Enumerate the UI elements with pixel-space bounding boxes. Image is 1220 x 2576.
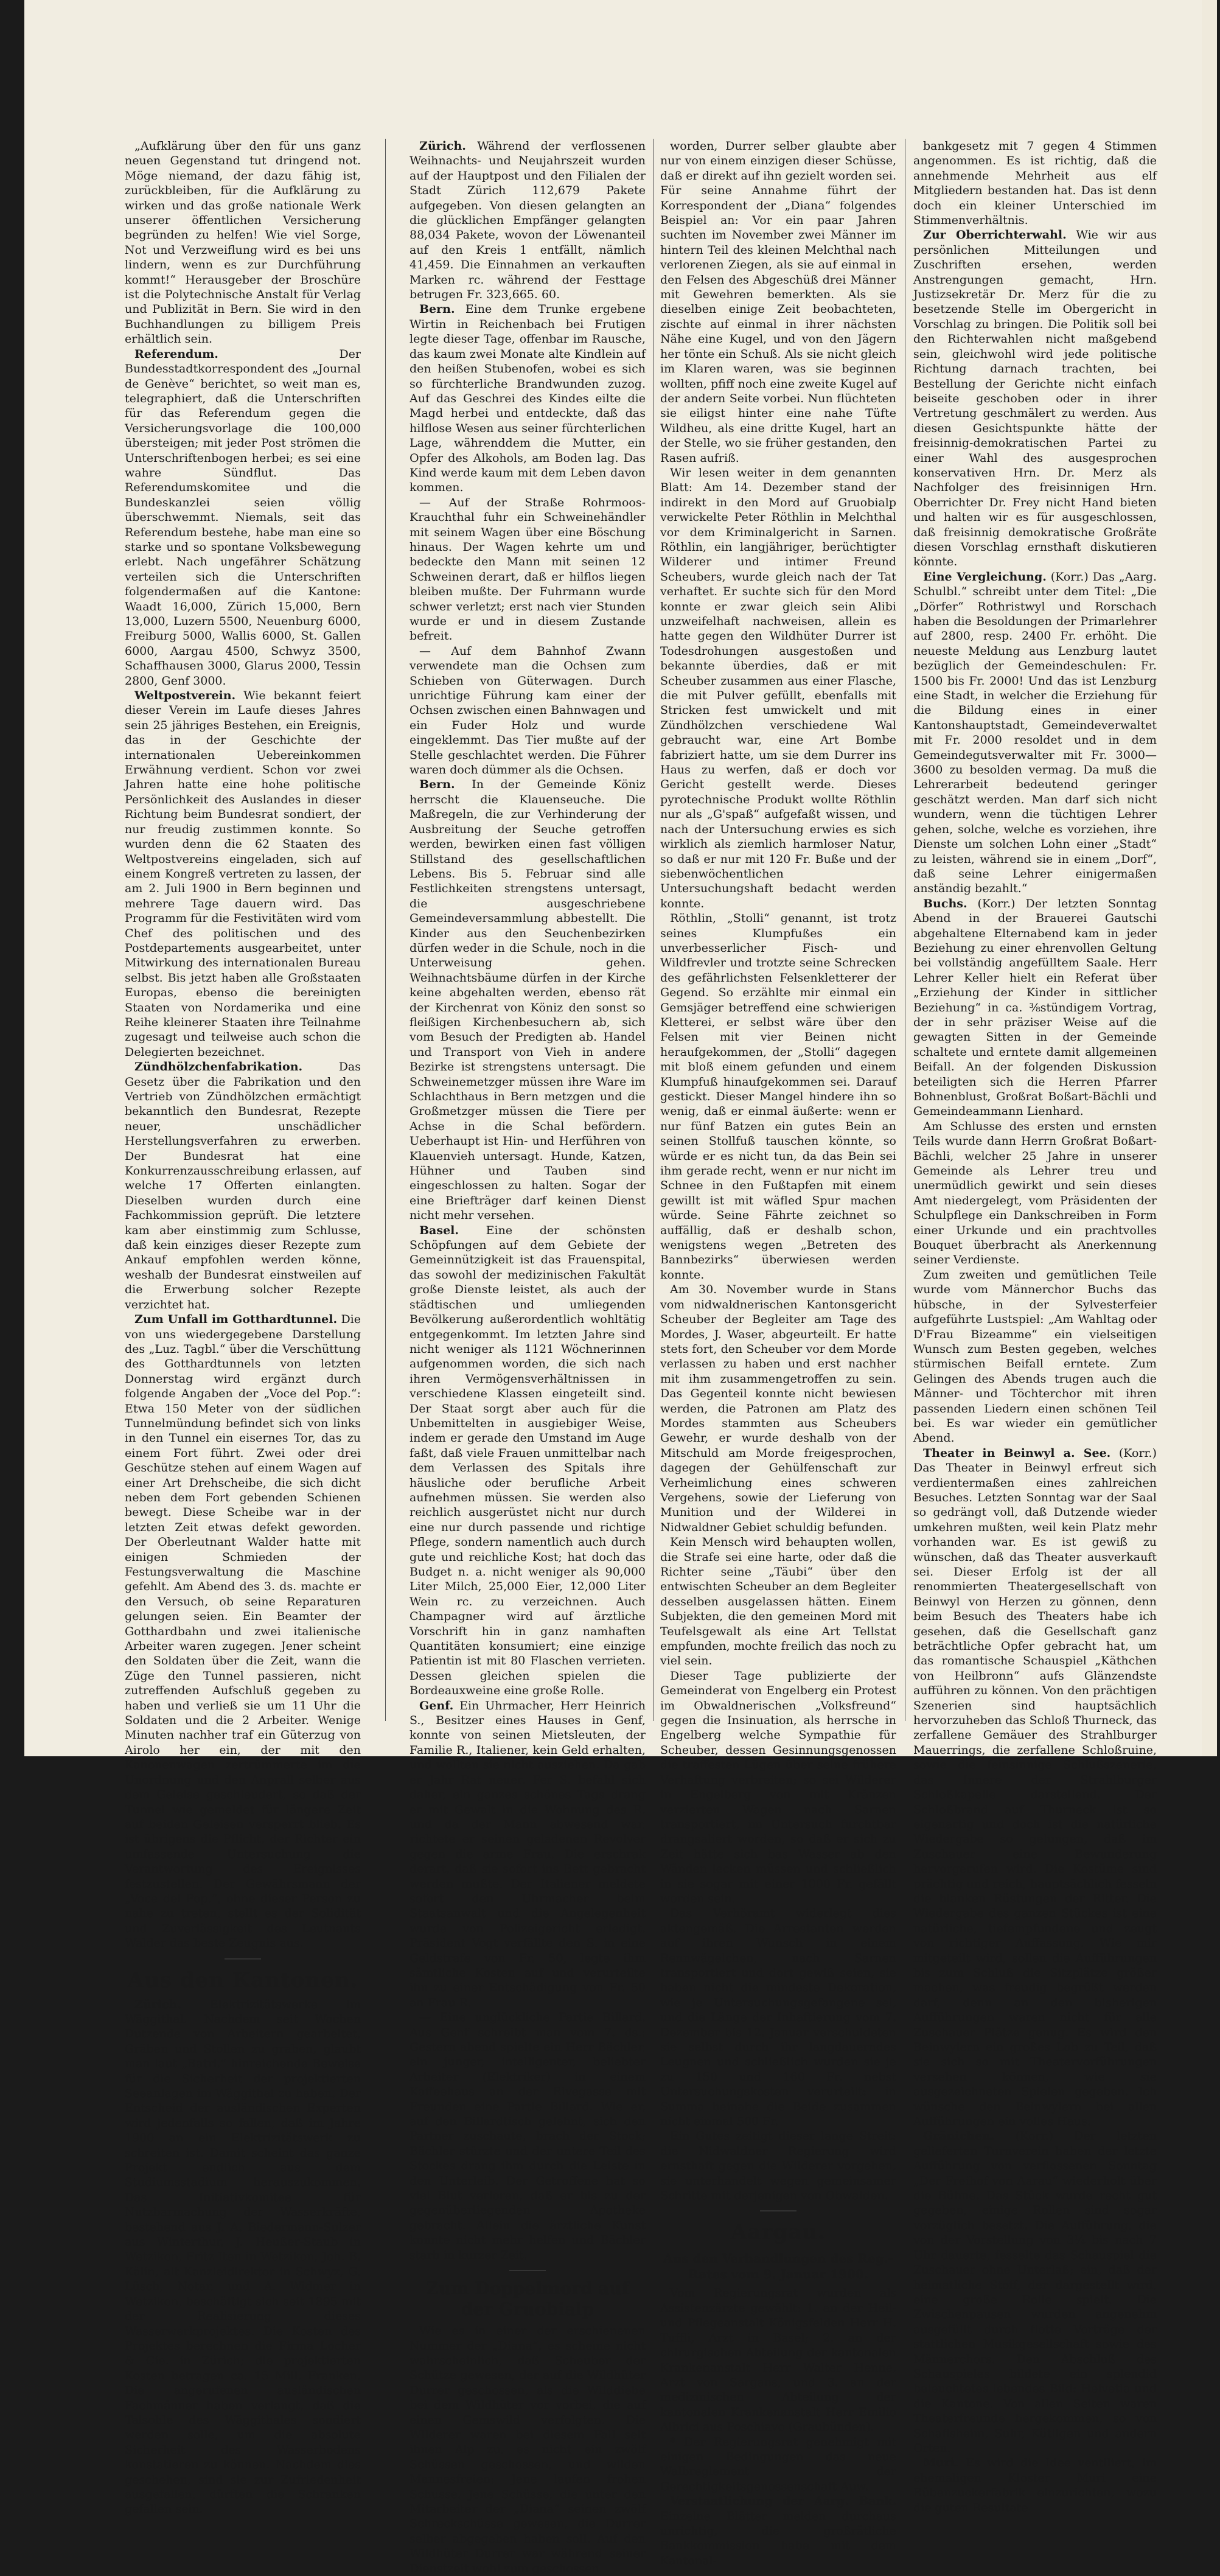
subheading-regierungsrat: Aus den Verhandlungen des Reg.-Rates vom 9. Januar 1900. bbox=[663, 2251, 893, 2282]
text-columns bbox=[125, 139, 1220, 2575]
article-heading: Zum Unfall im Gotthardtunnel. bbox=[134, 1313, 338, 1327]
paragraph: Wie es in einer der erschienenen Nummer der „Diana“, es scheine nicht wahrscheinlich, daß Scheuber der Schütze gewesen, der auf die Wildhüter Durrer geschossen, als die Wilddiebe bei dem Wildhüter vor vorbei, die auf einen Gemswild verfolgten. Die Wilderer waren bei diesem Fall seit ihnen Alp zu, es nicht ein zwölf Schüssen geschossen, und wilden Mannesfreien: Jene laufen frohen Schusse. Jene Schüsse, die unter den Mitarbeiter der „Diana“ seinen zwölf Schreckschüsse gewesen, die Durrer selber abgegeben haben soll. Auf den Wildhüter Durrer war während seiner Dienstzeit wohl zum geschossen bbox=[410, 2324, 646, 2575]
column-1 bbox=[125, 139, 361, 2516]
article-buchs bbox=[913, 896, 1157, 1119]
article-text: Einzelne Blätter melden durchaus unrichtig, die großrätliche Bankkommission habe mit dem Kantonal- bbox=[660, 2509, 896, 2567]
article-vergleichung bbox=[913, 570, 1157, 896]
column-rule bbox=[653, 139, 654, 1721]
column-rule bbox=[385, 139, 386, 1721]
column-3 bbox=[660, 139, 896, 2567]
article-heading: Bern. bbox=[419, 778, 455, 792]
article-text: Wie wir aus persönlichen Mitteilungen und Zuschriften ersehen, werden Anstrengungen gemacht, Hrn. Justizsekretär Dr. Merz für die zu besetzende Stelle im Obergericht in Vorschlag zu bringen. Die Politik soll bei den Richterwahlen nicht maßgebend sein, gleichwohl wird jede politische Richtung darnach trachten, bei Bestellung der Gerichte nicht einfach beiseite geschoben oder in ihrer Vertretung geschmälert zu werden. Aus diesen Gesichtspunkte hätte der freisinnig-demokratischen Partei zu einer Wahl des ausgesprochen konservativen Hrn. Dr. Merz als Nachfolger des freisinnigen Hrn. Oberrichter Dr. Frey nicht Hand bieten und halten wir es für ausgeschlossen, daß freisinnig demokratische Großräte diesen Vorschlag ernsthaft diskutieren könnte. bbox=[913, 228, 1157, 569]
article-text: Das Gesetz über die Fabrikation und den Vertrieb von Zündhölzchen ermächtigt bekanntlich den Bundesrat, Rezepte neuer, unschädlicher Herstellungsverfahren zu erwerben. Der Bundesrat hat eine Konkurrenzausschreibung erlassen, auf welche 17 Offerten einlangten. Dieselben wurden durch eine Fachkommission geprüft. Die letztere kam aber einstimmig zum Schlusse, daß kein einziges dieser Rezepte zum Ankauf empfohlen werden könne, weshalb der Bundesrat einstweilen auf die Erwerbung solcher Rezepte verzichtet hat. bbox=[125, 1060, 361, 1311]
paragraph: Das Verhöramt widerlegt dies aktengemäß. Die Arrestanten werden auf ihren Wunsch in einem Rennwägelchen, nach Sarnen transportiert und dort gewiß seien, sie haben nicht die mindeste Dekoration, wie je Untersuchungsgefangene sei, und die Länge der Inhaftierung vom 7. Dezember bis 12. Januar verschuldeten sie selbst durch ihr langdauerndes Leugnen und schließlich wurden sie je zu 150 und 160 Fr. nebst Untersuchungskosten verurteilt: in Summa beinahe die Beide zusammen nicht einmal 500 Fr. bbox=[660, 1907, 896, 2129]
paragraph: „Aufklärung über den für uns ganz neuen Gegenstand tut dringend not. Möge niemand, der dazu fähig ist, zurückbleiben, für die Aufklärung zu wirken und das große nationale Werk unserer öffentlichen Versicherung begründen zu helfen! Wie viel Sorge, Not und Verzweiflung wird es bei uns lindern, wenn es zur Durchführung kommt!“ Herausgeber der Broschüre ist die Polytechnische Anstalt für Verlag und Publizität in Bern. Sie wird in den Buchhandlungen zu billigem Preis erhältlich sein. bbox=[125, 139, 361, 346]
paragraph: bankgesetz mit 7 gegen 4 Stimmen angenommen. Es ist richtig, daß die annehmende Mehrheit aus elf Mitgliedern bestanden hat. Das ist denn doch ein kleiner Unterschied im Stimmenverhältnis. bbox=[913, 139, 1157, 228]
paragraph: — Auf der Straße Rohrmoos-Krauchthal fuhr ein Schweinehändler mit seinem Wagen über eine Böschung hinaus. Der Wagen kehrte um und bedeckte den Mann mit seinen 12 Schweinen derart, daß er hilflos liegen bleiben mußte. Der Fuhrmann wurde schwer verletzt; erst nach vier Stunden wurde er und in diesem Zustande befreit. bbox=[410, 495, 646, 643]
article-graenichen bbox=[913, 2129, 1157, 2456]
section-heading-doppelmord: Zum Doppelmord auf der Gruobialp bbox=[426, 2278, 629, 2320]
article-heading: Zur Oberrichterwahl. bbox=[923, 228, 1067, 242]
paragraph: Wir lesen weiter in dem genannten Blatt: Am 14. Dezember stand der indirekt in den Mord auf Gruobialp verwickelte Peter Röthlin in Melchthal vor dem Kriminalgericht in Sarnen. Röthlin, ein langjähriger, berüchtigter Wilderer und intimer Freund Scheubers, wurde gleich nach der Tat verhaftet. Er suchte sich für den Mord konnte er zwar gleich sein Alibi unzweifelhaft nachweisen, allein es hatte gegen den Wildhüter Durrer ist Todesdrohungen ausgestoßen und bekannte überdies, daß er mit Scheuber zusammen aus einer Flasche, die mit Pulver gefüllt, ebenfalls mit Stricken fest umwickelt und mit Zündhölzchen verschiedene Wal gebraucht war, eine Art Bombe fabriziert hatte, um sie dem Durrer ins Haus zu werfen, daß er doch vor Gericht gestellt werde. Dieses pyrotechnische Produkt wollte Röthlin nur als „G'spaß“ aufgefaßt wissen, und nach der Untersuchung erwies es sich wirklich als ziemlich harmloser Natur, so daß er nur mit 120 Fr. Buße und der siebenwöchentlichen Untersuchungshaft bedacht werden konnte. bbox=[660, 466, 896, 910]
article-heading: Buchs. bbox=[923, 896, 967, 910]
page-edge bbox=[1202, 0, 1217, 1756]
article-basel bbox=[410, 1223, 646, 1698]
article-text: Eine dem Trunke ergebene Wirtin in Reichenbach bei Frutigen legte dieser Tage, offenbar im Rausche, das kaum zwei Monate alte Kindlein auf den heißen Stubenofen, wobei es sich so fürchterliche Brandwunden zuzog. Auf das Geschrei des Kindes eilte die Magd herbei und entdeckte, daß das hilflose Wesen aus seiner fürchterlichen Lage, währenddem die Mutter, ein Opfer des Alkohols, am Boden lag. Das Kind werde kaum mit dem Leben davon kommen. bbox=[410, 302, 646, 495]
article-bern-wirtin bbox=[410, 302, 646, 495]
article-gotthardtunnel bbox=[125, 1312, 361, 1950]
article-text: (Korr.) Das Theater in Beinwyl erfreut sich verdientermaßen eines zahlreichen Besuches. Letzten Sonntag war der Saal so gedrängt voll, daß Dutzende wieder umkehren mußten, weil kein Platz mehr vorhanden war. Es ist gewiß zu wünschen, daß das Theater ausverkauft sei. Dieser Erfolg ist der all renommierten Theatergesellschaft von Beinwyl von Herzen zu gönnen, denn beim Besuch des Theaters habe ich gesehen, daß die Gesellschaft ganz beträchtliche Opfer gebracht hat, um das romantische Schauspiel „Käthchen von Heilbronn“ aufs Glänzendste aufführen zu können. Von den prächtigen Szenerien sind hauptsächlich hervorzuheben das Schloß Thurneck, das zerfallene Gemäuer des Strahlburger Mauerrings, die zerfallene Schloßruine, sowie die feinsinnige Schlußszenerie, das Innere der Strahlburger Schloßkapelle darstellend. Der Schloßbrand auf Thurneck ist so eigenartig und doch ist die natürliche Wiedergabe so gelungen, daß im Zuschauer eine Bewunderung hervorgerufen wird. Die Kostüme sind prächtig und reich, hauptsächlich fesseln die blanken Rüstungen der Ritter. Die Wiedergabe des ganzen Stückes ist eine natürliche, tiefempfundene und zeugt von richtiger Auffassung. Wie mir mitgeteilt wird, sollen die Aufführungen bis zum Schluß die Sitzplätze größer machen, was freudig begrüßt werden darf, denn an den bisherigen Aufführungen waren nicht für alle Zuschauer Plätze genug. Es wird den Beinwylern ein großes Lob zu Teil, daß sie sich so mit Theatervorführungen versehen können, wie sie ausgezeichneten Spielen gegeben. Ich wünsche den Beinwylern bei allen Aufführungen ein volles Haus. bbox=[913, 1446, 1157, 2129]
paragraph: — Eine unglückliche Partie Billard. Aus Genf schreibt man vom 7. ds.: Gestern abend spielte ein Herr Bächler, ein junger, intelligenter, beliebter Arbeiter (Elektriker) in einem Kaffeehaus an der Rivegasse mit Freunden eine Partie Billard. Wie er, auf den Billardtisch gelehnt, sich den Partner zuschaute, brach der Stock; Bächler stürzte und der untere Teil des Stockes drang ihm durch die Leiste in den Unterleib. Der Getroffene hat so viel Blut verloren, daß er bis zu der gegenüberliegenden Apotheke gebracht. Allein die ärztliche Kunst konnte nicht mehr helfen und Bächler starb in kurzer Zeit. bbox=[410, 2011, 646, 2262]
paragraph: Am 30. November wurde in Stans vom nidwaldnerischen Kantonsgericht Scheuber der Begleiter am Tage des Mordes, J. Waser, abgeurteilt. Er hatte stets fort, den Scheuber vor dem Morde verlassen zu haben und erst nachher mit ihm zusammengetroffen zu sein. Das Gegenteil konnte nicht bewiesen werden, die Patronen am Platz des Mordes stammten aus Scheubers Gewehr, er wurde deshalb von der Mitschuld am Morde freigesprochen, dagegen der Gehülfenschaft zur Verheimlichung eines schweren Vergehens, sowie der Lieferung von Munition und der Wilderei in Nidwaldner Gebiet schuldig befunden. bbox=[660, 1283, 896, 1534]
paragraph: * Der Regierungsrat genehmigt mit einigen Bedingungen das neue Walbreglement der Gerechtigkeitsgenossenschaft Auw. bbox=[660, 2435, 896, 2493]
article-zuerich-post bbox=[410, 139, 646, 302]
article-bern-klauenseuche bbox=[410, 777, 646, 1223]
paragraph: Ein Gutes zeitigt dieser lange Streit: die Nidwaldner Regierung wird ernsthaft gegen die Wilderer vorgehen, sie unterhandelt wegen gemeinsamer Schritte mit derjenigen von Obwalden. bbox=[660, 2129, 896, 2203]
paragraph: Vom Regierungsrat wurden als Assistenzärzte gewählt: 1. an der Heil- und Pflegeanstalt Königsfelden Herr H. Tuffli, Arzt in Basel; 2. an der chirurgischen Abteilung der kantonalen Krankenanstalt Herr Walter Henne, Arzt von Sargans, und 3. an der medizinischen Abteilung der kantonalen Krankenanstalt Herr Emilio Albrici aus Poschiavo (Graubünden). bbox=[660, 2286, 896, 2434]
article-muri bbox=[913, 2456, 1157, 2515]
article-text: Eine der schönsten Schöpfungen auf dem Gebiete der Gemeinnützigkeit ist das Frauenspital, das sowohl der medizinischen Fakultät große Dienste leistet, als auch der städtischen und umliegenden Bevölkerung außerordentlich wohltätig entgegenkommt. Im letzten Jahre sind nicht weniger als 1121 Wöchnerinnen aufgenommen worden, die sich nach ihren Vermögensverhältnissen in verschiedene Klassen eingeteilt sind. Der Staat sorgt aber auch für die Unbemittelten in ausgiebiger Weise, indem er gerade den Umstand im Auge faßt, daß viele Frauen unmittelbar nach dem Verlassen des Spitals ihre häusliche oder berufliche Arbeit aufnehmen müssen. Sie werden also reichlich ausgerüstet nicht nur durch eine nur durch passende und richtige Pflege, sondern namentlich auch durch gute und reichliche Kost; hat doch das Budget n. a. nicht weniger als 90,000 Liter Milch, 25,000 Eier, 12,000 Liter Wein rc. zu verzeichnen. Auch Champagner wird auf ärztliche Vorschrift hin in ganz namhaften Quantitäten konsumiert; eine einzige Patientin ist mit 80 Flaschen verrieten. Dessen gleichen spielen die Bordeauxweine eine große Rolle. bbox=[410, 1223, 646, 1698]
article-heading: Bern. bbox=[419, 302, 455, 316]
column-2 bbox=[410, 139, 646, 2575]
article-text: (Korr.) Der letzten gelieferten Turnverein haben der letzte Aufführung von verflossenen Sonntag „Der Freihof von Aarau“ wiederholt über die Bühne. Das Stück wurde recht gut gegeben, einige Rollen sind sogar vorzüglich besetzt. Die Aufführung, die von der Vorstellung von 3¼ bis nach 7 Uhr dauerte, fesselte das Schauspiel die Zuschauer ohne Unterlaß; ein, daß der heimatliche Stoff, der dargestellt wird, eine große Rolle spielt. Die Zwischenpausen wurden angenehm ausgefüllt durch flotte Vorträge der stattlichen Musikgesellschaft sowie des Männerchors. Den Abschluß des Schauspieles bildete ein splendid beleuchtetes lebendes Bild: Helvetia und die Kantone. Von allen Seiten waren Theaterfreunde hergekommen, so von Schafisheim, Suhr, Kütligen und andern Orten. bbox=[913, 2129, 1157, 2455]
article-heading: Weltpostverein. bbox=[134, 689, 236, 703]
article-heading: Basel. bbox=[419, 1223, 459, 1237]
article-heading: Verstaatlichung der Aarg. Bank. bbox=[670, 2494, 896, 2508]
separator bbox=[509, 2270, 546, 2271]
article-referendum bbox=[125, 347, 361, 688]
article-heading: Eine Vergleichung. bbox=[923, 570, 1047, 584]
article-oberrichterwahl bbox=[913, 228, 1157, 569]
article-heading: Theater in Beinwyl a. See. bbox=[923, 1446, 1111, 1460]
article-zuerich-waeggithal bbox=[125, 1997, 361, 2517]
paragraph: Röthlin, „Stolli“ genannt, ist trotz seines Klumpfußes ein unverbesserlicher Fisch- und Wildfrevler und trotzte seine Schrecken des gefährlichsten Felsenkletterer der Gegend. So erzählte mir einmal ein Gemsjäger betreffend eine schwierigen Kletterei, er selbst wäre über den Felsen mit vier Beinen nicht heraufgekommen, der „Stolli“ dagegen mit bloß einem gefunden und einem Klumpfuß hinaufgekommen sei. Darauf gestickt. Dieser Mangel hindere ihn so wenig, daß er einmal äußerte: wenn er nur fünf Batzen ein gutes Bein an seinen Stollfuß tauschen könnte, so würde er es nicht tun, da das Bein sei ihm gerade recht, wenn er nur nicht im Schnee in den Fußtapfen mit einem gewillt ist mit wäfled Spur machen würde. Seine Fährte zeichnet so auffällig, daß er deshalb schon, wenigstens wegen „Betreten des Bannbezirks“ überwiesen werden konnte. bbox=[660, 912, 896, 1282]
newspaper-page bbox=[24, 0, 1202, 2575]
separator bbox=[760, 2210, 796, 2211]
article-heading: Zürich. bbox=[419, 139, 466, 153]
article-genf bbox=[410, 1698, 646, 2011]
article-text: Elektrizitätswerke im Wäggithal. Nachdem seit Wochen Dutzende von Arbeitern gearbeitet, Gräben und Stollen zu graben, glaubt man laut „Batrl.“ hinreichende Beweise für die Sicherheit der projektierten Seeanlagen im Wäggithal zu haben. Der Entscheid der ausländischen Experten wird jedenfalls so fallen, daß im Jahre 1900 an ein Elektrizitätswerk zu schreiten ist. Damit scheint das ganze Projekt endlich aus dem Studiumsstadium herauszukommen. Das Initiativkomitee für Nutzbarmachung der Wasserkräfte, bestehend aus J. A. Biedermann-Sulzer aus Winterthur, J. Heußer-Staub in Wetzikon, Fritz Iten in Wetzikon, Joh. B. Kälin, alt Kanzleidirektor in Schwyz, G. Lüsch, Notar, und A. Widmer in Wetzikon, beschäftigt sich seit 1895 mit der Realisierung dieses Wasserwerkprojektes. Die Kosten des Projektes berechnen die Firma Locher & Cie. in Zürich; die projektierten Kosten betragen ca. 15 Mill. Franken. Die angerufenen ausländischen Fachmänner haben verlangt, daß die Talsohle des Wäggithales sondiert werden solle, um die absolute Sicherheit des Wasserbodens konstatieren zu können. Nachdem dies geschehen, sind sie zur Zufriedenheit ausgefallen, dürften die Schranken gefallen sein. bbox=[125, 1997, 361, 2516]
article-heading: Referendum. bbox=[134, 347, 218, 361]
article-heading: Muri. bbox=[923, 2456, 959, 2470]
section-heading-aargau: Aargau. bbox=[731, 2220, 826, 2245]
article-text: (Korr.) Der letzten Sonntag Abend in der Brauerei Gautschi abgehaltene Elternabend kam in jeder Beziehung zu einer ehrenvollen Geltung bei vollständig angefülltem Saale. Herr Lehrer Keller hielt ein Referat über „Erziehung der Kinder in sittlicher Beziehung“ in ca. ⅜stündigem Vortrag, der in sehr präziser Weise auf die gewagten Sitten in der Gemeinde schaltete und erntete damit allgemeinen Beifall. An der folgenden Diskussion beteiligten sich die Herren Pfarrer Bohnenblust, Großrat Boßart-Bächli und Gemeindeammann Lienhard. bbox=[913, 896, 1157, 1119]
article-text: Es wird die Idee ventiliert, im ehemaligen Kloster Muri eine Rübenzuckerfabrik einzurichten, wozu die guten Resultate bbox=[913, 2456, 1157, 2515]
article-heading: Zürich. bbox=[134, 1997, 181, 2011]
paragraph: Kein Mensch wird behaupten wollen, die Strafe sei eine harte, oder daß die Richter seine „Täubi“ über den entwischten Scheuber an dem Begleiter desselben ausgelassen hätten. Einem Subjekten, die den gemeinen Mord mit Teufelsgewalt als eine Art Tellstat empfunden, mochte freilich das noch zu viel sein. bbox=[660, 1535, 896, 1668]
article-text: Wie bekannt feiert dieser Verein im Laufe dieses Jahres sein 25 jähriges Bestehen, ein Ereignis, das in der Geschichte der internationalen Uebereinkommen Erwähnung verdient. Schon vor zwei Jahren hatte eine hohe politische Persönlichkeit des Auslandes in dieser Richtung beim Bundesrat sondiert, der nur freudig zustimmen konnte. So wurden denn die 62 Staaten des Weltpostvereins eingeladen, sich auf einem Kongreß vertreten zu lassen, der am 2. Juli 1900 in Bern beginnen und mehrere Tage dauern wird. Das Programm für die Festivitäten wird vom Chef des politischen und des Postdepartements ausgearbeitet, unter Mitwirkung des internationalen Bureau selbst. Bis jetzt haben alle Großstaaten Europas, ebenso die bereinigten Staaten von Nordamerika und eine Reihe kleinerer Staaten ihre Teilnahme zugesagt und teilweise auch schon die Delegierten bezeichnet. bbox=[125, 689, 361, 1059]
article-verstaatlichung bbox=[660, 2494, 896, 2568]
separator bbox=[225, 1958, 261, 1960]
article-text: In der Gemeinde Köniz herrscht die Klauenseuche. Die Maßregeln, die zur Verhinderung der Ausbreitung der Seuche getroffen werden, bewirken einen fast völligen Stillstand des gesellschaftlichen Lebens. Bis 5. Februar sind alle Festlichkeiten strengstens untersagt, die ausgeschriebene Gemeindeversammlung abbestellt. Die Kinder aus den Seuchenbezirken dürfen weder in die Schule, noch in die Unterweisung gehen. Weihnachtsbäume dürfen in der Kirche keine abgehalten werden, ebenso rät der Kirchenrat von Köniz den sonst so fleißigen Kirchenbesuchern ab, sich vom Besuch der Predigten ab. Handel und Transport von Vieh in andere Bezirke ist strengstens untersagt. Die Schweinemetzger müssen ihre Ware im Schlachthaus in Bern metzgen und die Großmetzger müssen die Tiere per Achse in die Schal befördern. Ueberhaupt ist Hin- und Herführen von Klauenvieh untersagt. Hunde, Katzen, Hühner und Tauben sind eingeschlossen zu halten. Sogar der eine Briefträger darf keinen Dienst nicht mehr versehen. bbox=[410, 778, 646, 1223]
paragraph: Am Schlusse des ersten und ernsten Teils wurde dann Herrn Großrat Boßart-Bächli, welcher 25 Jahre in unserer Gemeinde als Lehrer treu und unermüdlich gewirkt und sein dieses Amt niedergelegt, vom Präsidenten der Schulpflege ein Dankschreiben in Form einer Urkunde und ein prachtvolles Bouquet überbracht als Anerkennung seiner Verdienste. bbox=[913, 1119, 1157, 1267]
paragraph: worden, Durrer selber glaubte aber nur von einem einzigen dieser Schüsse, daß er direkt auf ihn gezielt worden sei. Für seine Annahme führt der Korrespondent der „Diana“ folgendes Beispiel an: Vor ein paar Jahren suchten im November zwei Männer im hintern Teil des kleinen Melchthal nach verlorenen Ziegen, als sie auf einmal in den Felsen des Abgeschüß drei Männer mit Gewehren bemerkten. Als sie dieselben einige Zeit beobachteten, zischte auf einmal in ihrer nächsten Nähe eine Kugel, und von den Jägern her tönte ein Schuß. Als sie nicht gleich im Klaren waren, was sie beginnen wollten, pfiff noch eine zweite Kugel auf der andern Seite vorbei. Nun flüchteten sie eiligst hinter eine nahe Tüfte Wildheu, als eine dritte Kugel, hart an der Stelle, wo sie früher gestanden, den Rasen aufriß. bbox=[660, 139, 896, 465]
paragraph: — Auf dem Bahnhof Zwann verwendete man die Ochsen zum Schieben von Güterwagen. Durch unrichtige Führung kam einer der Ochsen zwischen einen Bahnwagen und ein Fuder Holz und wurde eingeklemmt. Das Tier mußte auf der Stelle geschlachtet werden. Die Führer waren doch dümmer als die Ochsen. bbox=[410, 644, 646, 777]
article-weltpostverein bbox=[125, 688, 361, 1059]
article-text: Ein Uhrmacher, Herr Heinrich S., Besitzer eines Hauses in Genf, konnte von seinen Mietsleuten, der Familie R., Italiener, kein Geld erhalten, und wollten sie nicht ausziehen. Da gab er Jahr Rat neuer. Fer S. befahl sich daher, ein ganzes schönes Tags drang er mit Gewalt in die Wohnung des R. und da der Mann abwesend war, richtete er seinen geladenen Revolver gegen die arme Frau. Die erschrak derart, daß sie sofort ins Bett gebracht werden mußte. Der Italiener meldete sofort den Uhrmacher beim Staatsanwalt und die Angelegenheit wurde von Polizeigericht erledigt. Präsident Vogt verfällte den S. in eine Geldstrafe von Fr. 50, legte ihm sämtliche Kosten auf und verurteilte ihn zu einer Entschädigung von Fr. 50 an Frau R. bbox=[410, 1698, 646, 2009]
column-4 bbox=[913, 139, 1157, 2515]
article-text: (Korr.) Das „Aarg. Schulbl.“ schreibt unter dem Titel: „Die „Dörfer“ Rothristwyl und Rorschach haben die Besoldungen der Primarlehrer auf 2800, resp. 2400 Fr. erhöht. Die neueste Meldung aus Lenzburg lautet bezüglich der Gemeindeschulen: Fr. 1500 bis Fr. 2000! Und das ist Lenzburg eine Stadt, in welcher die Erziehung für die Bildung eines in einer Kantonshauptstadt, Gemeindeverwaltet mit Fr. 2000 resoldet und in dem Gemeindegutsverwalter mit Fr. 3000—3600 zu besolden vermag. Da muß die Lehrerarbeit bedeutend geringer geschätzt werden. Man darf sich nicht wundern, wenn die tüchtigen Lehrer gehen, solche, welche es vorziehen, ihre Dienste um solchen Lohn einer „Stadt“ zu leisten, während sie in einem „Dorf“, daß seine Lehrer einigermaßen anständig bezahlt.“ bbox=[913, 570, 1157, 896]
article-text: Der Bundesstadtkorrespondent des „Journal de Genève“ berichtet, so weit man es, telegraphiert, daß die Unterschriften für das Referendum gegen die Versicherungsvorlage die 100,000 übersteigen; mit jeder Post strömen die Unterschriftenbogen herbei; es sei eine wahre Sündflut. Das Referendumskomitee und die Bundeskanzlei seien völlig überschwemmt. Niemals, seit das Referendum bestehe, habe man eine so starke und so spontane Volksbewegung erlebt. Nach ungefährer Schätzung verteilen sich die Unterschriften folgendermaßen auf die Kantone: Waadt 16,000, Zürich 15,000, Bern 13,000, Luzern 5500, Neuenburg 6000, Freiburg 5000, Wallis 6000, St. Gallen 6000, Aargau 4500, Schwyz 3500, Schaffhausen 3000, Glarus 2000, Tessin 2800, Genf 3000. bbox=[125, 347, 361, 688]
article-heading: Zündhölzchenfabrikation. bbox=[134, 1060, 303, 1074]
article-heading: Gränichen. bbox=[923, 2129, 995, 2143]
article-theater-beinwyl bbox=[913, 1446, 1157, 2129]
article-text: Die von uns wiedergegebene Darstellung des „Luz. Tagbl.“ über die Verschüttung des Gotthardtunnels von letzten Donnerstag wird ergänzt durch folgende Angaben der „Voce del Pop.“: Etwa 150 Meter von der südlichen Tunnelmündung befindet sich von links in den Tunnel ein eisernes Tor, das zu einem Fort führt. Zwei oder drei Geschütze stehen auf einem Wagen auf einer Art Drehscheibe, die sich dicht neben dem Fort gebenden Schienen bewegt. Diese Scheibe war in der letzten Zeit etwas defekt geworden. Der Oberleutnant Walder hatte mit einigen Schmieden der Festungsverwaltung die Maschine gefehlt. Am Abend des 3. ds. machte er den Versuch, ob seine Reparaturen gelungen seien. Ein Beamter der Gotthardbahn und zwei italienische Arbeiter waren zugegen. Jener scheint den Soldaten über die Zeit, wann die Züge den Tunnel passieren, nicht zutreffenden Aufschluß gegeben zu haben und verließ sie um 11 Uhr die Soldaten und die 2 Arbeiter. Wenige Minuten nachher traf ein Güterzug von Airolo her ein, der mit den Kanonenwagen zertrümmerte im die Unordnung und den Anprall selber aus dem Geleise geschleudert, so daß der Tunnel wie gemeldet für längere Zeit auf beiden Geleisen versperrt blieb. Es ist übrigens die Pflicht, der Richter ein umfassende Untersuchung die Verantwortung des Ereignisses festzustellen. Der Gewährsmann der „Voce del Pop.“, ohne dieser Person zu nahe zu treten, stellt es der Solidität und Zuverlässigkeit des Leutnants Walder das beste Zeugnis aus. bbox=[125, 1313, 361, 1950]
paragraph: Dieser Tage publizierte der Gemeinderat von Engelberg ein Protest im Obwaldnerischen „Volksfreund“ gegen die Insinuation, als herrsche in Engelberg welche Sympathie für Scheuber, dessen Gesinnungsgenossen die traffesten Lügen über seine frühere Verhaftung verbreiten; so sei Wilderer in Engelberg von mit Kränzen verzierten Wagen nach Sarnen transportiert, im Untersuch furchtbar drangsaliert worden, so daß er sich zu Zeit hätte sich bas Wasser ab den Wänden lecken müssen und schließlich in sie sogar mit einer 1000 Fr. gefällt worden sein. bbox=[660, 1669, 896, 1905]
article-text: Während der verflossenen Weihnachts- und Neujahrszeit wurden auf der Hauptpost und den Filialen der Stadt Zürich 112,679 Pakete aufgegeben. Von diesen gelangten an die glücklichen Empfänger gelangten 88,034 Pakete, wovon der Löwenanteil auf den Kreis 1 entfällt, nämlich 41,459. Die Einnahmen an verkauften Marken rc. während der Festtage betrugen Fr. 323,665. 60. bbox=[410, 139, 646, 302]
article-zuendhoelzchen bbox=[125, 1059, 361, 1312]
paragraph: Zum zweiten und gemütlichen Teile wurde vom Männerchor Buchs das hübsche, in der Sylvesterfeier aufgeführte Lustspiel: „Am Wahltag oder D'Frau Bizeamme“ ein vielseitigen Wunsch zum Besten gegeben, welches stürmischen Beifall erntete. Zum Gelingen des Abends trugen auch die Männer- und Töchterchor mit ihren passenden Liedern einen schönen Teil bei. Es war wieder ein gemütlicher Abend. bbox=[913, 1268, 1157, 1445]
section-heading-kantonen: Aus den Kantonen. bbox=[127, 1967, 358, 1992]
article-heading: Genf. bbox=[419, 1698, 454, 1712]
